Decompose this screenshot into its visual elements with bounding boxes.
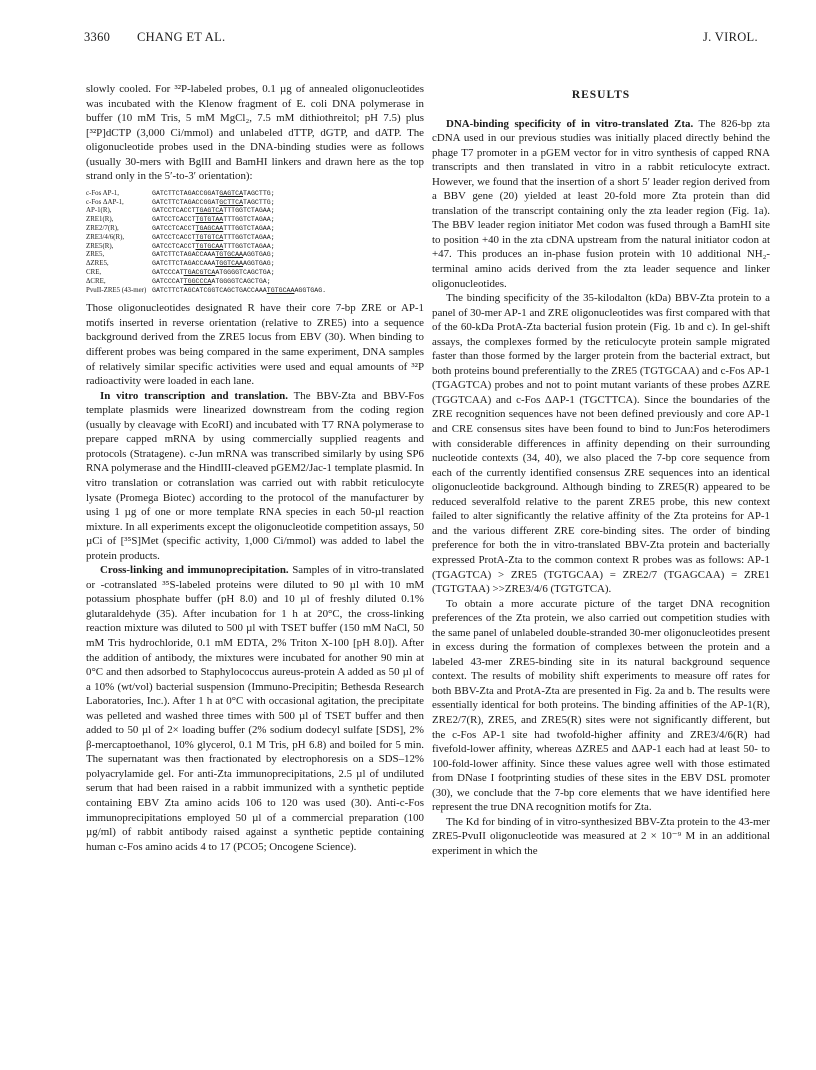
probe-sequence [152, 243, 424, 252]
translation-text: The BBV-Zta and BBV-Fos template plasmids were linearized downstream from the coding region (usually by cleavage with EcoRI) and incubated with T7 RNA polymerase to prepare capped mRNA by using commercially supplied reagents and protocols (Stratagene). c-Jun mRNA was transcribed similarly by using SP6 RNA polymerase and the HindIII-cleaved pGEM2/Jac-1 template plasmid. In vitro translation or cotranslation was carried out with rabbit reticulocyte lysate (Promega Biotec) according to the protocol of the manufacturer by using 1 µg of one or more template RNA species in each 50-µl reaction mixture. In all experiments except the oligonucleotide competition assays, 50 µCi of [³⁵S]Met (specific activity, 1,000 Ci/mmol) was added to label the protein products. [86, 389, 424, 562]
sequence-core-motif: TGTGTAA [195, 216, 224, 224]
probe-sequence [152, 269, 424, 278]
sequence-flank-5: GATCCTCACCT [152, 242, 196, 250]
probe-sequence [152, 207, 424, 216]
sequence-core-motif: GCTTCA [219, 198, 244, 206]
sequence-flank-5: GATCTTCTAGACCAAA [152, 260, 216, 268]
probe-sequence [152, 251, 424, 260]
results-paragraph-binding-order: The binding specificity of the 35-kilodalton (kDa) BBV-Zta protein to a panel of 30-mer AP-1 and ZRE oligonucleotides was first compared with that of the 60-kDa ProtA-Zta bacterial fusion protein (Fig. 1b and c). In gel-shift assays, the complexes formed by the reticulocyte protein sample migrated faster than those formed by the larger protein from the bacterial extract, but both proteins bound preferentially to the ZRE5 (TGTGCAA) and c-Fos AP-1 (TGAGTCA) probes and not to point mutant variants of these probes ΔZRE (TGGTCAA) and c-Fos ΔAP-1 (TGCTTCA). Since the boundaries of the ZRE recognition sequences have not been defined previously and core AP-1 and CRE consensus sites have been found to bind to Jun:Fos heterodimers with considerable differences in affinity depending on their surrounding nucleotide contexts (34, 40), we also placed the 7-bp core sequence from each of the currently identified consensus ZRE sequences into an identical oligonucleotide background. Although binding to ZRE5(R) appeared to be reduced severalfold relative to the parent ZRE5 probe, this new context failed to alter significantly the relative affinity of the Zta proteins for AP-1 and the various different ZRE core-binding sites. The order of binding preference for both the in vitro-translated BBV-Zta protein and bacterially expressed ProtA-Zta to the common context R probes was as follows: AP-1 (TGAGTCA) > ZRE5 (TGTGCAA) = ZRE2/7 (TGAGCAA) = ZRE1 (TGTGTAA) >>ZRE3/4/6 (TGTGTCA). [432, 292, 770, 596]
probe-sequence [152, 190, 424, 199]
sequence-flank-5: GATCTTCTAGACCGGAT [152, 189, 220, 197]
probe-row [86, 207, 424, 216]
sequence-core-motif: TGTGTCA [195, 233, 224, 241]
sequence-flank-3: TTTGGTCTAGAA; [223, 207, 275, 215]
probe-row [86, 278, 424, 287]
sequence-core-motif: TGTGCAA [195, 242, 224, 250]
sequence-flank-5: GATCTTCTAGACCGGAT [152, 198, 220, 206]
sequence-flank-5: GATCCTCACCT [152, 233, 196, 241]
probe-name: c-Fos ΔAP-1, [86, 198, 124, 206]
sequence-flank-3: TTTGGTCTAGAA; [223, 242, 275, 250]
sequence-core-motif: TGTGCAA [266, 286, 295, 294]
specificity-text: The 826-bp zta cDNA used in our previous studies was initially placed directly behind the phage T7 promoter in a pGEM vector for in vitro synthesis of capped RNA transcripts and then translated in vitro in a rabbit reticulocyte extract. However, we found that the insertion of a short 5′ leader region derived from a BBV gene (20) yielded at least 20-fold more Zta protein than did translation of the transcript containing only the zta leader region (Fig. 1a). The BBV leader region initiator Met codon was fused through a BamHI site to position +40 in the zta cDNA upstream from the natural initiator codon at +47. This produces an in-phase fusion protein with 10 additional NH₂-terminal amino acids derived from the zta leader sequence and linker oligonucleotides. [432, 117, 770, 290]
probe-name: CRE, [86, 269, 102, 276]
probe-name: ZRE5, [86, 251, 105, 259]
methods-paragraph-orientation: Those oligonucleotides designated R have their core 7-bp ZRE or AP-1 motifs inserted in reverse orientation (relative to ZRE5) into a sequence background derived from the ZRE5 locus from EBV (30). When binding to different probes was being compared in the same experiment, DNA samples of relatively similar specific activities were used and equal amounts of ³²P radioactivity were loaded in each lane. [86, 302, 424, 388]
probe-name: ZRE1(R), [86, 216, 114, 224]
sequence-flank-3: TTTGGTCTAGAA; [223, 216, 275, 224]
probe-name: ZRE5(R), [86, 242, 114, 250]
methods-paragraph-crosslinking [86, 563, 424, 854]
left-column [86, 82, 424, 854]
probe-list [86, 190, 424, 296]
sequence-flank-5: GATCCTCACCT [152, 216, 196, 224]
probe-row [86, 243, 424, 252]
probe-row [86, 269, 424, 278]
sequence-flank-5: GATCTTCTAGACCAAA [152, 251, 216, 259]
probe-sequence [152, 216, 424, 225]
probe-row [86, 216, 424, 225]
methods-paragraph-labeling: slowly cooled. For ³²P-labeled probes, 0.1 µg of annealed oligonucleotides was incubated with the Klenow fragment of E. coli DNA polymerase in buffer (10 mM Tris, 5 mM MgCl₂, 7.5 mM dithiothreitol; pH 7.5) plus [³²P]dCTP (3,000 Ci/mmol) and unlabeled dTTP, dGTP, and dATP. The oligonucleotide probes used in the DNA-binding studies were as follows (usually 30-mers with BglII and BamHI linkers and drawn here as the top strand only in the 5′-to-3′ orientation): [86, 83, 424, 183]
probe-sequence [152, 199, 424, 208]
subheading-crosslinking: Cross-linking and immunoprecipitation. [100, 564, 289, 577]
probe-name: c-Fos AP-1, [86, 189, 119, 197]
probe-sequence [152, 234, 424, 243]
sequence-flank-3: TAGCTTG; [243, 189, 275, 197]
probe-name: ZRE2/7(R), [86, 225, 119, 233]
sequence-flank-5: GATCTTCTAGCATCGGTCAGCTGACCAAA [152, 286, 267, 294]
running-head-journal: J. VIROL. [703, 30, 758, 44]
probe-row [86, 199, 424, 208]
sequence-flank-3: ATGGGGTCAGCTGA; [215, 269, 275, 276]
sequence-flank-5: GATCCTCACCT [152, 225, 196, 233]
probe-sequence-table [86, 190, 424, 296]
sequence-core-motif: TGGCCCA [183, 277, 212, 285]
probe-row [86, 287, 424, 296]
sequence-flank-5: GATCCCAT [152, 277, 184, 285]
sequence-flank-5: GATCCCAT [152, 269, 184, 276]
sequence-flank-3: TTTGGTCTAGAA; [223, 233, 275, 241]
sequence-core-motif: TGGTCAA [215, 260, 244, 268]
page-number: 3360 [84, 30, 111, 44]
probe-row [86, 190, 424, 199]
probe-row [86, 251, 424, 260]
probe-sequence [152, 225, 424, 234]
probe-name: AP-1(R), [86, 207, 112, 215]
sequence-core-motif: GAGTCA [219, 189, 244, 197]
results-paragraph-specificity [432, 117, 770, 292]
probe-name: PvuII-ZRE5 (43-mer) [86, 286, 147, 294]
sequence-flank-5: GATCCTCACCT [152, 207, 196, 215]
crosslinking-text: Samples of in vitro-translated or -cotranslated ³⁵S-labeled proteins were diluted to 90 µl with 10 mM potassium phosphate buffer (pH 8.0) and 10 µl of freshly diluted 0.1% glutaraldehyde (35). After incubation for 1 h at 20°C, the cross-linking reaction mixture was diluted to 500 µl with TSET buffer (150 mM NaCl, 50 mM Tris hydrochloride, 0.1 mM EDTA, 2% Triton X-100 [pH 8.0]). After the addition of antibody, the mixtures were incubated for another 90 min at 0°C and then adsorbed to Staphylococcus aureus-protein A added as 50 µl of a 10% (wt/vol) bacterial suspension (Immuno-Precipitin; Bethesda Research Laboratories, Inc.). After 1 h at 0°C with occasional agitation, the precipitate was pelleted and washed three times with 500 µl of TSET buffer and then added to 50 µl of 2× loading buffer (2% sodium dodecyl sulfate [SDS], 2% β-mercaptoethanol, 10% glycerol, 0.1 M Tris, pH 6.8) and boiled for 5 min. The supernatant was then fractionated by electrophoresis on a SDS–12% polyacrylamide gel. For anti-Zta immunoprecipitations, 2.5 µl of undiluted serum that had been raised in a rabbit immunized with a synthetic peptide containing EBV Zta amino acids 106 to 120 was used (30). Anti-c-Fos immunoprecipitations employed 50 µl of a commercial preparation (100 µg/ml) of rabbit antibody raised against a synthetic peptide containing human c-Fos amino acids 4 to 17 (PCO5; Oncogene Science). [86, 564, 424, 853]
running-head-authors: CHANG ET AL. [137, 30, 226, 44]
sequence-flank-3: AGGTGAG; [243, 251, 275, 259]
probe-name: ZRE3/4/6(R), [86, 233, 125, 241]
probe-sequence [152, 278, 424, 287]
subheading-dna-binding: DNA-binding specificity of in vitro-translated Zta. [446, 117, 694, 130]
subheading-transcription: In vitro transcription and translation. [100, 389, 288, 402]
probe-sequence [152, 260, 424, 269]
right-column [432, 84, 770, 858]
sequence-core-motif: TGAGTCA [195, 207, 224, 215]
sequence-flank-3: AGGTGAG; [243, 260, 275, 268]
sequence-flank-3: TTTGGTCTAGAA; [223, 225, 275, 233]
probe-row [86, 234, 424, 243]
probe-name: ΔCRE, [86, 277, 106, 285]
methods-paragraph-translation [86, 389, 424, 564]
sequence-core-motif: TGACGTCA [183, 269, 216, 276]
sequence-flank-3: ATGGGGTCAGCTGA; [211, 277, 271, 285]
probe-sequence [152, 287, 424, 296]
sequence-core-motif: TGAGCAA [195, 225, 224, 233]
section-title-results: RESULTS [571, 89, 631, 101]
probe-name: ΔZRE5, [86, 260, 109, 268]
sequence-core-motif: TGTGCAA [215, 251, 244, 259]
probe-row [86, 225, 424, 234]
sequence-flank-3: AGGTGAG. [294, 286, 327, 294]
sequence-flank-3: TAGCTTG; [243, 198, 275, 206]
probe-row [86, 260, 424, 269]
results-paragraph-kd: The Kd for binding of in vitro-synthesized BBV-Zta protein to the 43-mer ZRE5-PvuII oligonucleotide was measured at 2 × 10⁻⁹ M in an additional experiment in which the [432, 815, 770, 857]
results-paragraph-competition: To obtain a more accurate picture of the target DNA recognition preferences of the Zta protein, we also carried out competition studies with the same panel of unlabeled double-stranded 30-mer oligonucleotides present in excess during the formation of complexes between the protein and a labeled 43-mer ZRE5-binding site in its natural background sequence context. The results of mobility shift experiments to measure off rates for both BBV-Zta and ProtA-Zta are presented in Fig. 2a and b. The results were essentially identical for both proteins. The binding affinities of the AP-1(R), ZRE2/7(R), ZRE5, and ZRE5(R) sites were not significantly different, but the c-Fos AP-1 site had twofold-higher affinity and ZRE3/4/6(R) had fivefold-lower affinity, whereas ΔZRE5 and ΔAP-1 each had at least 50- to 100-fold-lower affinity. Since these values agree well with those estimated from DNase I footprinting studies of these sites in the EBV DSL promoter (30), we conclude that the 7-bp core elements that we have identified here represent the true DNA recognition motifs for Zta. [432, 597, 770, 814]
